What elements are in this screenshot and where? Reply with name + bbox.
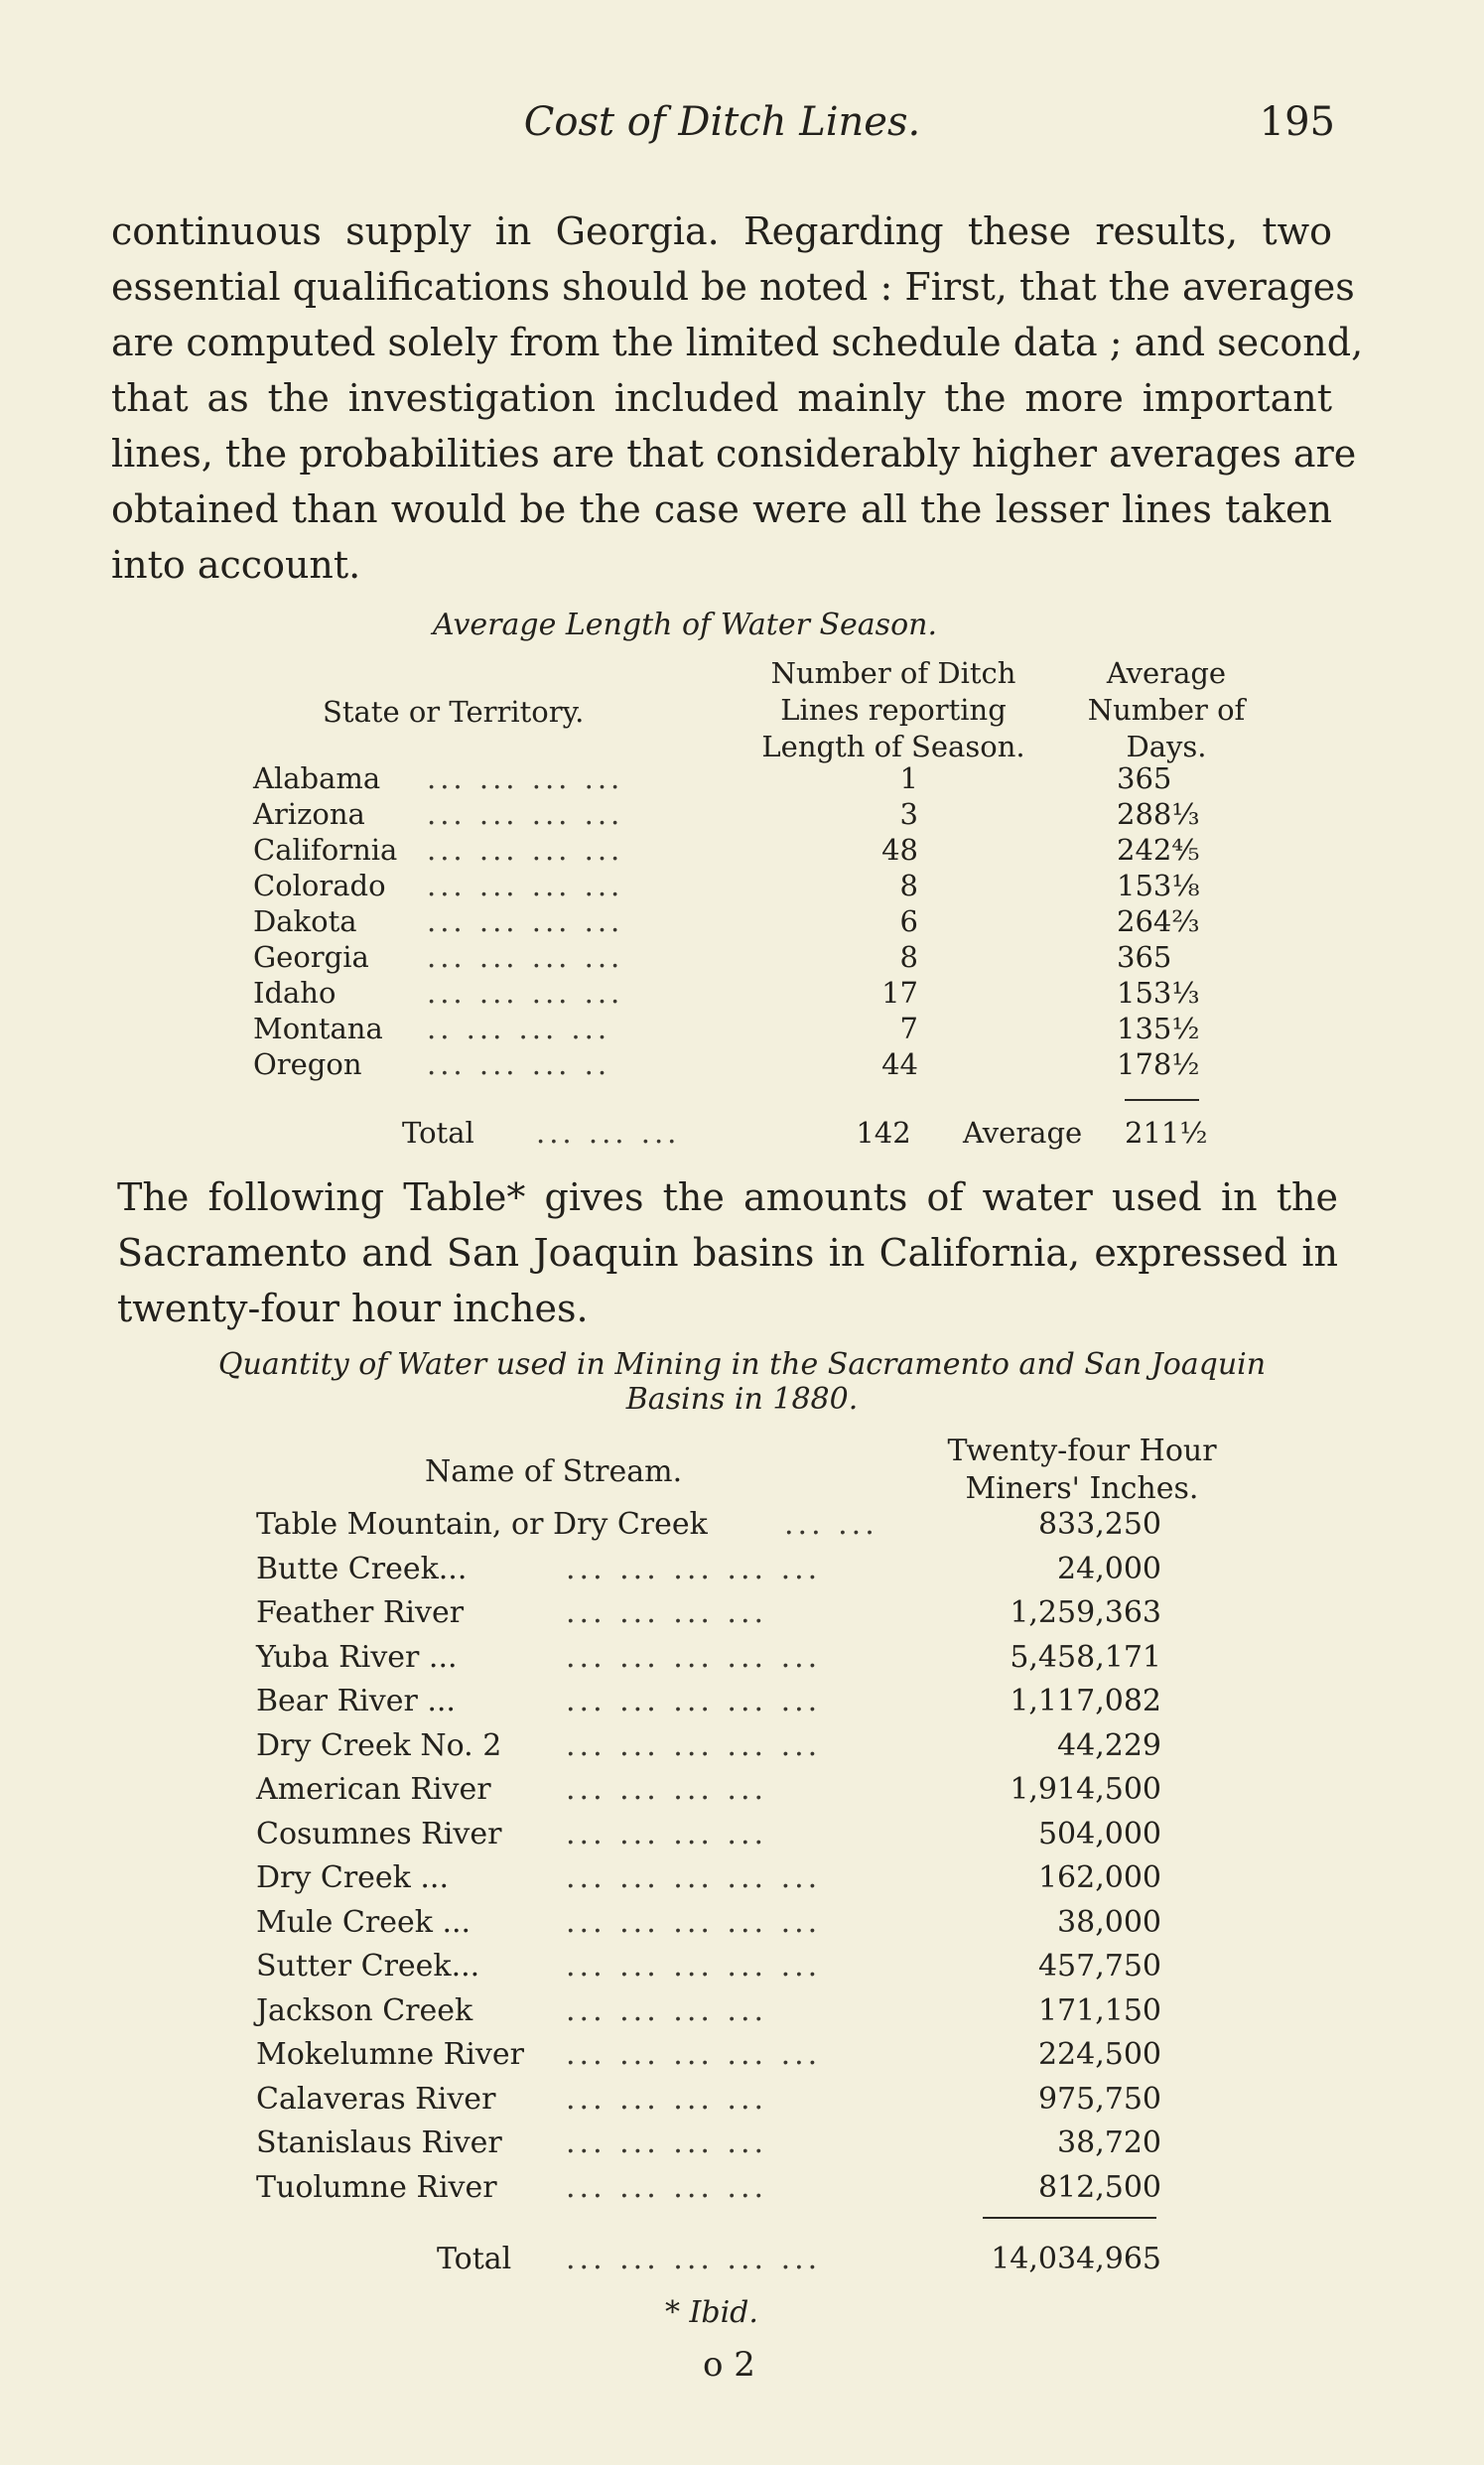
stream-name: Mokelumne River: [256, 2037, 524, 2072]
dot-leader: ... ... ... ... ...: [566, 1551, 822, 1586]
lines-count: 17: [881, 976, 918, 1010]
average-days: 365: [1117, 761, 1172, 795]
table-row: [0, 1595, 1484, 1631]
paragraph-line: obtained than would be the case were all the lesser lines taken: [111, 487, 1332, 531]
state-name: Dakota: [253, 904, 357, 938]
footnote: * Ibid.: [665, 2295, 758, 2330]
table-row: [0, 2125, 1484, 2161]
lines-count: 8: [899, 869, 918, 902]
caption-line: Quantity of Water used in Mining in the Sacramento and San Joaquin: [217, 1347, 1267, 1382]
dot-leader: ... ... ... ...: [566, 1595, 768, 1630]
miners-inches: 162,000: [1037, 1860, 1161, 1895]
lines-count: 1: [899, 761, 918, 795]
stream-name: Yuba River ...: [256, 1639, 458, 1675]
table-row: [0, 1949, 1484, 1985]
signature-mark: o 2: [703, 2345, 755, 2385]
table1-col-state-header: State or Territory.: [323, 695, 585, 729]
lines-count: 44: [881, 1047, 918, 1081]
state-name: Georgia: [253, 940, 369, 974]
table-row: [0, 2082, 1484, 2118]
dot-leader: ... ... ... ... ...: [566, 1949, 822, 1984]
dot-leader: .. ... ... ...: [427, 1012, 611, 1045]
table-row: [0, 1728, 1484, 1764]
header-line: Miners' Inches.: [965, 1471, 1199, 1506]
paragraph-line: into account.: [111, 543, 361, 587]
table-row: [0, 1860, 1484, 1896]
stream-name: Feather River: [256, 1595, 465, 1630]
state-name: Oregon: [253, 1047, 362, 1081]
paragraph-line: twenty-four hour inches.: [117, 1287, 589, 1330]
average-days: 288⅓: [1117, 797, 1200, 831]
total-lines: 142: [856, 1116, 911, 1150]
dot-leader: ... ... ... ...: [566, 2169, 768, 2205]
stream-name: Table Mountain, or Dry Creek: [256, 1507, 708, 1542]
caption-line: Basins in 1880.: [625, 1382, 859, 1417]
stream-name: Dry Creek ...: [256, 1860, 450, 1895]
paragraph-line: The following Table* gives the amounts of water used in the: [117, 1175, 1338, 1219]
dot-leader: ... ... ... ...: [566, 1816, 768, 1851]
table2-col-value-header: [923, 1433, 1241, 1508]
table2-total-row: [0, 2242, 1484, 2277]
total-value: 14,034,965: [991, 2242, 1161, 2276]
average-days: 264⅔: [1117, 904, 1200, 938]
dot-leader: ... ... ... ...: [427, 940, 624, 974]
miners-inches: 1,117,082: [1010, 1684, 1161, 1718]
average-label: Average: [963, 1116, 1083, 1150]
header-line: Length of Season.: [761, 730, 1025, 763]
dot-leader: ... ... ... ...: [566, 1772, 768, 1807]
average-value: 211½: [1125, 1116, 1208, 1150]
lines-count: 6: [899, 904, 918, 938]
dot-leader: ... ... ... ...: [427, 833, 624, 867]
header-line: Average: [1106, 656, 1227, 690]
table-row: [0, 1640, 1484, 1676]
stream-name: Jackson Creek: [256, 1992, 473, 2028]
miners-inches: 171,150: [1037, 1992, 1161, 2028]
dot-leader: ... ... ... ...: [427, 869, 624, 902]
dot-leader: ... ... ... ... ...: [566, 1727, 822, 1763]
total-label: Total: [437, 2242, 512, 2276]
header-title: Cost of Ditch Lines.: [523, 99, 921, 145]
miners-inches: 224,500: [1037, 2037, 1161, 2072]
miners-inches: 38,720: [1057, 2125, 1161, 2160]
stream-name: Mule Creek ...: [256, 1904, 472, 1940]
stream-name: American River: [256, 1772, 491, 1807]
stream-name: Dry Creek No. 2: [256, 1727, 502, 1763]
average-days: 178½: [1117, 1047, 1200, 1081]
paragraph-line: lines, the probabilities are that considerably higher averages are: [111, 432, 1357, 476]
table-row: [0, 2170, 1484, 2206]
state-name: Idaho: [253, 976, 337, 1010]
dot-leader: ... ... ... ... ...: [566, 2242, 822, 2276]
table-row: [0, 1817, 1484, 1852]
miners-inches: 24,000: [1057, 1551, 1161, 1586]
stream-name: Cosumnes River: [256, 1816, 502, 1851]
table-row: [0, 1905, 1484, 1941]
stream-name: Stanislaus River: [256, 2125, 502, 2160]
paragraph-line: essential qualifications should be noted : First, that the averages: [111, 265, 1355, 309]
stream-name: Bear River ...: [256, 1684, 456, 1718]
header-line: Twenty-four Hour: [947, 1434, 1217, 1468]
table2-col-name-header: Name of Stream.: [425, 1454, 683, 1489]
dot-leader: ... ... ...: [536, 1116, 681, 1150]
dot-leader: ... ... ... ...: [566, 2081, 768, 2117]
average-days: 365: [1117, 940, 1172, 974]
table2-total-rule: [983, 2217, 1156, 2219]
average-days: 153⅛: [1117, 869, 1200, 902]
header-line: Number of Ditch: [770, 656, 1016, 690]
miners-inches: 504,000: [1037, 1816, 1161, 1851]
dot-leader: ... ... ... ...: [427, 761, 624, 795]
table-row: [0, 1552, 1484, 1587]
paragraph-line: Sacramento and San Joaquin basins in California, expressed in: [117, 1231, 1338, 1275]
page-number: 195: [1259, 99, 1335, 145]
state-name: California: [253, 833, 398, 867]
miners-inches: 457,750: [1037, 1949, 1161, 1984]
header-line: Days.: [1126, 730, 1207, 763]
lines-count: 3: [899, 797, 918, 831]
table1-caption: Average Length of Water Season.: [433, 608, 937, 642]
lines-count: 48: [881, 833, 918, 867]
miners-inches: 833,250: [1037, 1507, 1161, 1542]
lines-count: 8: [899, 940, 918, 974]
average-days: 153⅓: [1117, 976, 1200, 1010]
miners-inches: 5,458,171: [1010, 1639, 1161, 1675]
stream-name: Sutter Creek...: [256, 1949, 480, 1984]
paragraph-line: that as the investigation included mainly the more important: [111, 376, 1332, 420]
dot-leader: ... ... ... ...: [566, 1992, 768, 2028]
dot-leader: ... ... ... ...: [427, 976, 624, 1010]
average-days: 242⅘: [1117, 833, 1200, 867]
miners-inches: 1,259,363: [1010, 1595, 1161, 1630]
dot-leader: ... ... ... ..: [427, 1047, 611, 1081]
lines-count: 7: [899, 1012, 918, 1045]
state-name: Colorado: [253, 869, 386, 902]
header-line: Lines reporting: [780, 693, 1007, 727]
table-row: [0, 2037, 1484, 2073]
state-name: Arizona: [253, 797, 365, 831]
dot-leader: ... ... ... ...: [427, 797, 624, 831]
paragraph-line: are computed solely from the limited schedule data ; and second,: [111, 321, 1364, 364]
average-days: 135½: [1117, 1012, 1200, 1045]
state-name: Montana: [253, 1012, 383, 1045]
miners-inches: 1,914,500: [1010, 1772, 1161, 1807]
table-row: [0, 1993, 1484, 2029]
dot-leader: ... ... ... ... ...: [566, 1860, 822, 1895]
stream-name: Tuolumne River: [256, 2169, 497, 2205]
header-line: Number of: [1087, 693, 1246, 727]
dot-leader: ... ... ... ...: [566, 2125, 768, 2160]
stream-name: Butte Creek...: [256, 1551, 468, 1586]
miners-inches: 38,000: [1057, 1904, 1161, 1940]
miners-inches: 975,750: [1037, 2081, 1161, 2117]
miners-inches: 812,500: [1037, 2169, 1161, 2205]
dot-leader: ... ...: [784, 1507, 878, 1542]
dot-leader: ... ... ... ... ...: [566, 1904, 822, 1940]
dot-leader: ... ... ... ... ...: [566, 1639, 822, 1675]
dot-leader: ... ... ... ... ...: [566, 2037, 822, 2072]
table-row: [0, 1772, 1484, 1808]
miners-inches: 44,229: [1057, 1727, 1161, 1763]
total-label: Total: [402, 1116, 474, 1150]
table-row: [0, 1507, 1484, 1543]
stream-name: Calaveras River: [256, 2081, 496, 2117]
dot-leader: ... ... ... ...: [427, 904, 624, 938]
paragraph-line: continuous supply in Georgia. Regarding these results, two: [111, 209, 1332, 253]
state-name: Alabama: [253, 761, 381, 795]
table-row: [0, 1684, 1484, 1719]
dot-leader: ... ... ... ... ...: [566, 1684, 822, 1718]
